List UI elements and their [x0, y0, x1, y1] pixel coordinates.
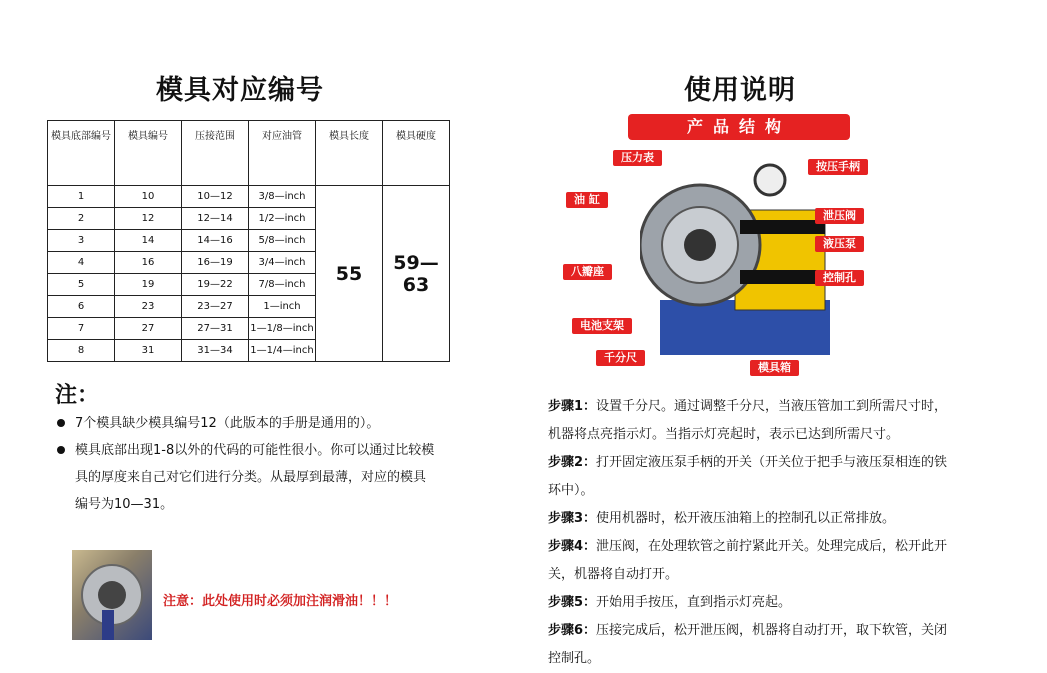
list-item — [55, 410, 435, 437]
step-text: 泄压阀，在处理软管之前拧紧此开关。处理完成后，松开此开关，机器将自动打开。 — [548, 539, 948, 582]
col-header: 模具硬度 — [383, 121, 450, 186]
table-cell: 12—14 — [182, 208, 249, 230]
mold-illustration — [72, 550, 152, 640]
table-header-row — [48, 121, 450, 186]
table-cell: 3/8—inch — [249, 186, 316, 208]
table-cell: 8 — [48, 340, 115, 362]
step-label: 步骤2： — [548, 455, 597, 470]
note-text: 7个模具缺少模具编号12（此版本的手册是通用的）。 — [75, 416, 380, 431]
left-title: 模具对应编号 — [156, 75, 324, 106]
step-label: 步骤3： — [548, 511, 597, 526]
label-mold-box: 模具箱 — [750, 360, 799, 376]
table-cell: 5/8—inch — [249, 230, 316, 252]
label-cylinder: 油 缸 — [566, 192, 608, 208]
notes-list — [55, 410, 435, 518]
col-header: 对应油管 — [249, 121, 316, 186]
step-text: 设置千分尺。通过调整千分尺，当液压管加工到所需尺寸时，机器将点亮指示灯。当指示灯亮起时，表示已达到所需尺寸。 — [548, 399, 948, 442]
table-cell: 14—16 — [182, 230, 249, 252]
label-press-handle: 按压手柄 — [808, 159, 868, 175]
label-eight-petal-seat: 八瓣座 — [563, 264, 612, 280]
product-structure-banner: 产品结构 — [628, 114, 850, 140]
table-cell: 1—1/4—inch — [249, 340, 316, 362]
step-text: 开始用手按压，直到指示灯亮起。 — [596, 595, 792, 610]
table-cell: 27—31 — [182, 318, 249, 340]
bullet-icon — [57, 446, 65, 454]
mold-photo — [72, 550, 152, 640]
list-item — [548, 589, 948, 617]
list-item — [548, 533, 948, 589]
table-cell: 12 — [115, 208, 182, 230]
table-cell: 7/8—inch — [249, 274, 316, 296]
table-cell: 5 — [48, 274, 115, 296]
table-cell: 27 — [115, 318, 182, 340]
table-cell: 16 — [115, 252, 182, 274]
table-cell: 19—22 — [182, 274, 249, 296]
table-cell: 10—12 — [182, 186, 249, 208]
table-cell: 31—34 — [182, 340, 249, 362]
table-cell: 1—1/8—inch — [249, 318, 316, 340]
table-cell: 23 — [115, 296, 182, 318]
mold-table — [47, 120, 450, 362]
table-row — [48, 186, 450, 208]
list-item — [548, 617, 948, 673]
table-cell: 1/2—inch — [249, 208, 316, 230]
label-control-hole: 控制孔 — [815, 270, 864, 286]
list-item — [548, 449, 948, 505]
step-text: 压接完成后，松开泄压阀，机器将自动打开，取下软管，关闭控制孔。 — [548, 623, 948, 666]
list-item — [548, 505, 948, 533]
col-header: 模具编号 — [115, 121, 182, 186]
label-micrometer: 千分尺 — [596, 350, 645, 366]
bullet-icon — [57, 419, 65, 427]
col-header: 压接范围 — [182, 121, 249, 186]
list-item — [548, 393, 948, 449]
step-text: 打开固定液压泵手柄的开关（开关位于把手与液压泵相连的铁环中）。 — [548, 455, 948, 498]
table-cell: 31 — [115, 340, 182, 362]
col-header: 模具长度 — [316, 121, 383, 186]
label-pressure-gauge: 压力表 — [613, 150, 662, 166]
col-header: 模具底部编号 — [48, 121, 115, 186]
table-cell: 1 — [48, 186, 115, 208]
label-relief-valve: 泄压阀 — [815, 208, 864, 224]
step-label: 步骤1： — [548, 399, 597, 414]
table-cell: 23—27 — [182, 296, 249, 318]
note-heading: 注： — [55, 383, 100, 408]
step-text: 使用机器时，松开液压油箱上的控制孔以正常排放。 — [596, 511, 896, 526]
note-text: 模具底部出现1-8以外的代码的可能性很小。你可以通过比较模具的厚度来自己对它们进行分类。从最厚到最薄，对应的模具编号为10—31。 — [75, 443, 435, 512]
step-label: 步骤5： — [548, 595, 597, 610]
label-hydraulic-pump: 液压泵 — [815, 236, 864, 252]
right-title: 使用说明 — [684, 75, 796, 106]
usage-steps — [548, 393, 948, 673]
table-cell: 6 — [48, 296, 115, 318]
lubrication-warning: 注意：此处使用时必须加注润滑油！！！ — [163, 594, 398, 609]
mold-length: 55 — [316, 186, 383, 362]
table-cell: 2 — [48, 208, 115, 230]
mold-hardness: 59—63 — [383, 186, 450, 362]
table-cell: 16—19 — [182, 252, 249, 274]
table-cell: 3/4—inch — [249, 252, 316, 274]
table-cell: 1—inch — [249, 296, 316, 318]
crimper-machine-illustration — [640, 150, 830, 360]
table-cell: 4 — [48, 252, 115, 274]
table-cell: 14 — [115, 230, 182, 252]
table-cell: 3 — [48, 230, 115, 252]
table-cell: 7 — [48, 318, 115, 340]
step-label: 步骤4： — [548, 539, 597, 554]
table-cell: 19 — [115, 274, 182, 296]
step-label: 步骤6： — [548, 623, 597, 638]
table-cell: 10 — [115, 186, 182, 208]
label-battery-rack: 电池支架 — [572, 318, 632, 334]
list-item — [55, 437, 435, 518]
